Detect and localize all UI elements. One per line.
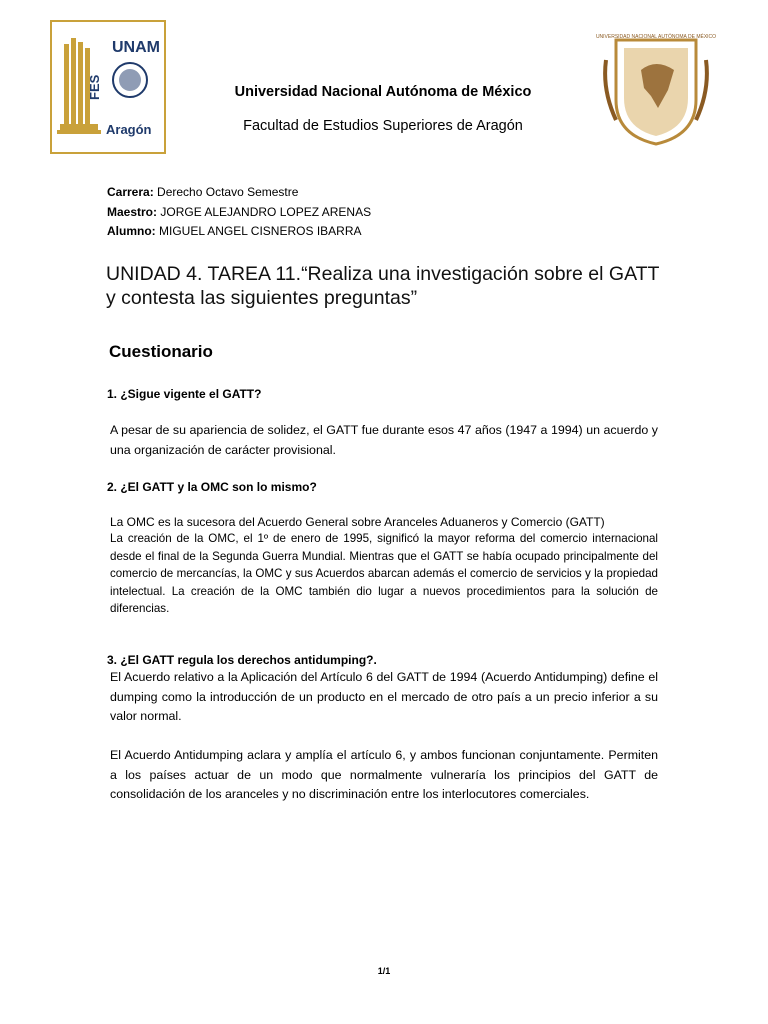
teacher-value: JORGE ALEJANDRO LOPEZ ARENAS [160, 204, 372, 219]
answer-1: A pesar de su apariencia de solidez, el GATT fue durante esos 47 años (1947 a 1994) un acuerdo y una organización de carácter provisional. [110, 423, 658, 457]
career-value: Derecho Octavo Semestre [157, 185, 299, 199]
faculty-name: Facultad de Estudios Superiores de Aragón [243, 118, 523, 134]
question-2: 2. ¿El GATT y la OMC son lo mismo? [107, 480, 317, 494]
answer-3-para-1: El Acuerdo relativo a la Aplicación del Artículo 6 del GATT de 1994 (Acuerdo Antidumping) define el dumping como la introducción de un producto en el mercado de otro país a un precio inferior a su valor normal. [110, 670, 658, 723]
university-name: Universidad Nacional Autónoma de México [234, 84, 532, 100]
question-1: 1. ¿Sigue vigente el GATT? [107, 387, 262, 401]
section-title: Cuestionario [109, 342, 213, 361]
teacher-label: Maestro: [107, 204, 158, 219]
svg-text:Aragón: Aragón [106, 122, 152, 137]
student-line [107, 222, 371, 242]
answer-3-para-2: El Acuerdo Antidumping aclara y amplía el artículo 6, y ambos funcionan conjuntamente. Permiten a los países actuar de un modo que normalmente vulneraría los principios del GATT de consolidación de los aranceles y no discriminación entre los interlocutores comerciales. [110, 748, 658, 801]
student-label: Alumno: [107, 224, 156, 238]
career-line [107, 183, 371, 203]
page-number: 1/1 [377, 966, 391, 976]
student-info [107, 183, 371, 242]
teacher-line [107, 203, 371, 223]
student-value: MIGUEL ANGEL CISNEROS IBARRA [159, 224, 362, 238]
assignment-title: UNIDAD 4. TAREA 11.“Realiza una investigación sobre el GATT y contesta las siguientes preguntas” [106, 263, 660, 309]
career-label: Carrera: [107, 185, 154, 199]
answer-2-body: La creación de la OMC, el 1º de enero de 1995, significó la mayor reforma del comercio internacional desde el final de la Segunda Guerra Mundial. Mientras que el GATT se había ocupado principalmente del comercio de mercancías, la OMC y sus Acuerdos abarcan además el comercio de servicios y la propiedad intelectual. La creación de la OMC también dio lugar a nuevos procedimientos para la solución de diferencias. [110, 532, 658, 615]
svg-text:UNAM: UNAM [112, 39, 160, 56]
answer-2-intro: La OMC es la sucesora del Acuerdo General sobre Aranceles Aduaneros y Comercio (GATT) [110, 515, 605, 529]
svg-text:FES: FES [87, 74, 102, 100]
question-3: 3. ¿El GATT regula los derechos antidumping?. [107, 653, 377, 667]
svg-text:UNIVERSIDAD NACIONAL AUTÓNOMA: UNIVERSIDAD NACIONAL AUTÓNOMA DE MÉXICO [596, 34, 716, 40]
